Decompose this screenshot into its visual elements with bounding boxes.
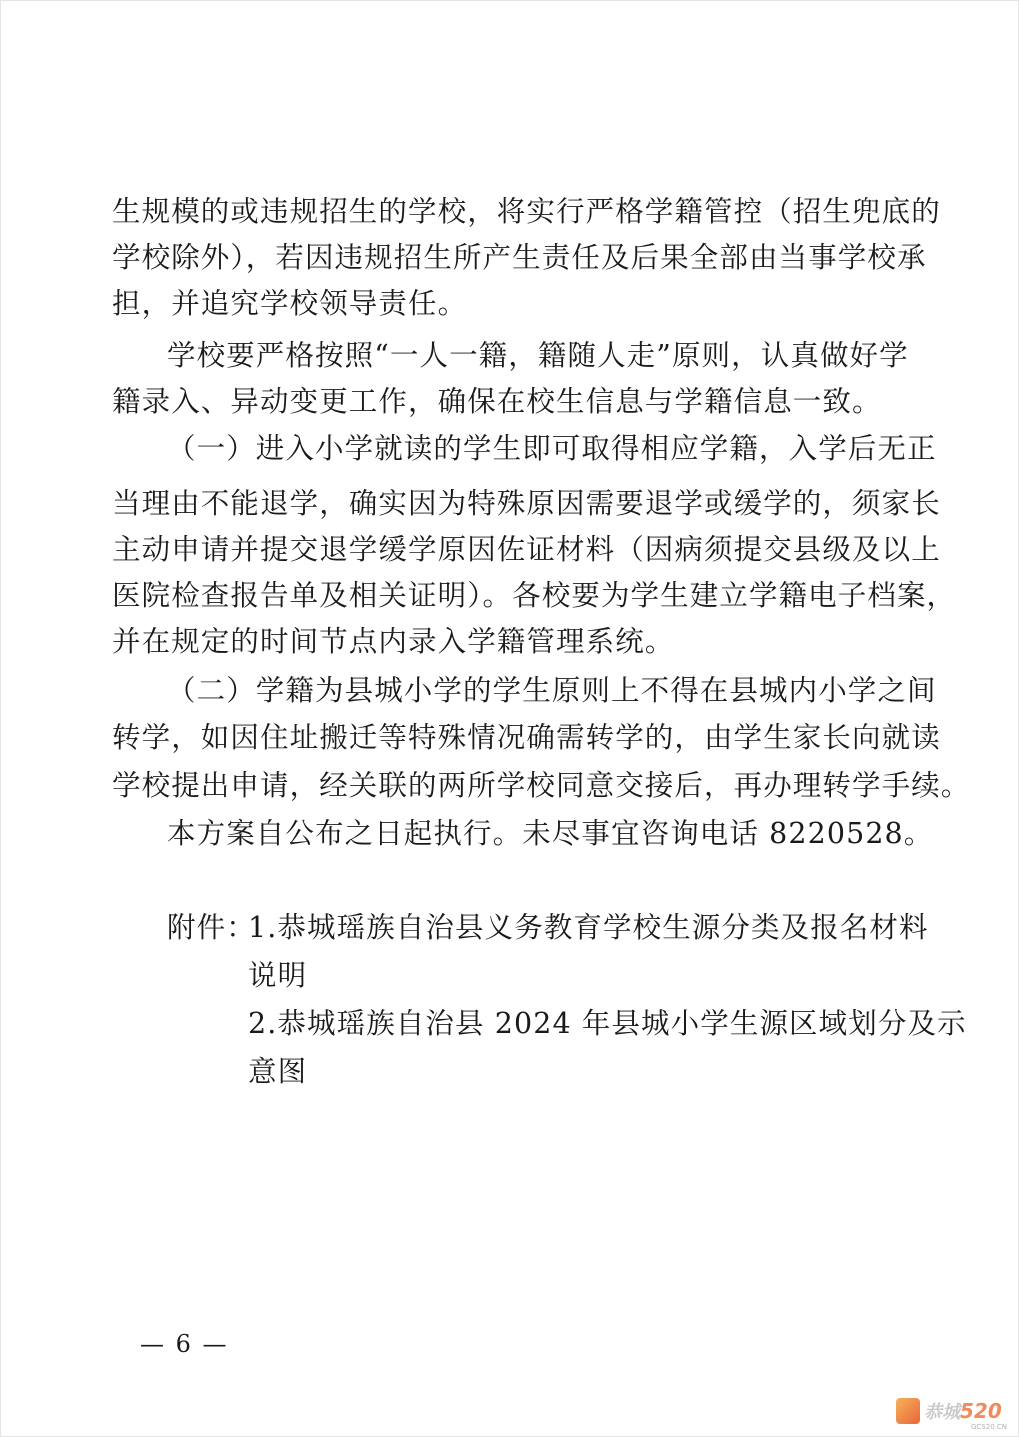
paragraph-line: 并在规定的时间节点内录入学籍管理系统。 (112, 625, 675, 658)
watermark-icon (896, 1398, 920, 1424)
paragraph-line: 学校提出申请，经关联的两所学校同意交接后，再办理转学手续。 (112, 769, 971, 802)
paragraph-line: 生规模的或违规招生的学校，将实行严格学籍管控（招生兜底的 (112, 195, 941, 228)
paragraph-line: 学校要严格按照“一人一籍，籍随人走”原则，认真做好学 (167, 339, 909, 372)
page-number: — 6 — (140, 1330, 229, 1358)
watermark-number: 520 (960, 1399, 1002, 1423)
attachments-label: 附件： (167, 911, 256, 944)
attachment-item: 2.恭城瑶族自治县 2024 年县城小学生源区域划分及示 (248, 1007, 967, 1040)
paragraph-line: 转学，如因住址搬迁等特殊情况确需转学的，由学生家长向就读 (112, 721, 941, 754)
attachment-item: 说明 (248, 959, 308, 992)
watermark-sub: GCS20.CN (970, 1423, 1007, 1431)
watermark-logo (896, 1391, 1011, 1431)
attachment-item: 意图 (248, 1055, 308, 1088)
paragraph-line: 担，并追究学校领导责任。 (112, 287, 468, 320)
paragraph-line: 主动申请并提交退学缓学原因佐证材料（因病须提交县级及以上 (112, 533, 941, 566)
paragraph-line: （一）进入小学就读的学生即可取得相应学籍，入学后无正 (167, 432, 937, 465)
paragraph-line: （二）学籍为县城小学的学生原则上不得在县城内小学之间 (167, 674, 937, 707)
paragraph-line: 当理由不能退学，确实因为特殊原因需要退学或缓学的，须家长 (112, 487, 941, 520)
paragraph-line: 医院检查报告单及相关证明）。各校要为学生建立学籍电子档案， (112, 579, 957, 612)
paragraph-line: 本方案自公布之日起执行。未尽事宜咨询电话 8220528。 (167, 817, 934, 850)
attachment-item: 1.恭城瑶族自治县义务教育学校生源分类及报名材料 (248, 911, 929, 944)
watermark-brand: 恭城 (924, 1402, 960, 1423)
paragraph-line: 籍录入、异动变更工作，确保在校生信息与学籍信息一致。 (112, 385, 882, 418)
paragraph-line: 学校除外），若因违规招生所产生责任及后果全部由当事学校承 (112, 241, 927, 274)
